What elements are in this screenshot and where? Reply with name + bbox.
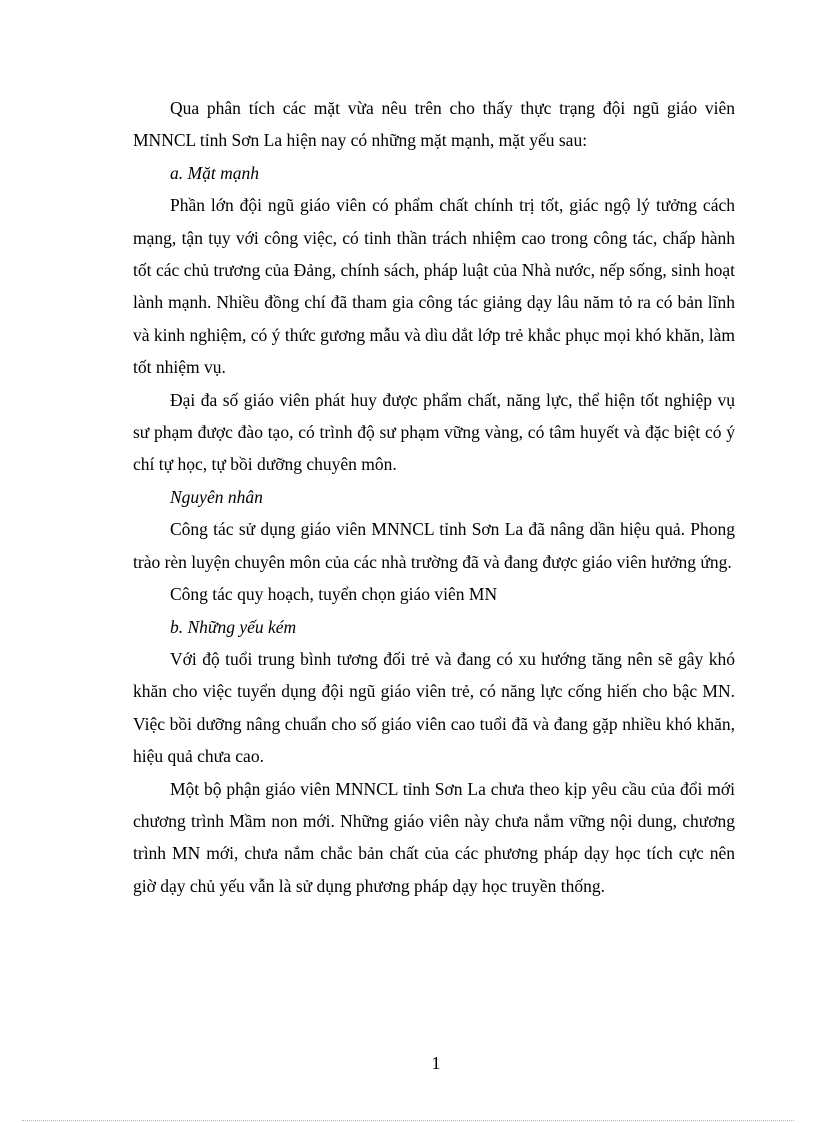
paragraph-causes: Công tác sử dụng giáo viên MNNCL tỉnh Sơn La đã nâng dần hiệu quả. Phong trào rèn luyện chuyên môn của các nhà trường đã và đang được giáo viên hưởng ứng. — [133, 519, 735, 572]
paragraph-strengths-2: Đại đa số giáo viên phát huy được phẩm chất, năng lực, thể hiện tốt nghiệp vụ sư phạm được đào tạo, có trình độ sư phạm vững vàng, có tâm huyết và đặc biệt có ý chí tự học, tự bồi dưỡng chuyên môn. — [133, 389, 735, 475]
paragraph-weaknesses-1: Với độ tuổi trung bình tương đối trẻ và đang có xu hướng tăng nên sẽ gây khó khăn cho việc tuyển dụng đội ngũ giáo viên trẻ, có năng lực cống hiến cho bậc MN. Việc bồi dưỡng nâng chuẩn cho số giáo viên cao tuổi đã và đang gặp nhiều khó khăn, hiệu quả chưa cao. — [133, 648, 735, 767]
page-bottom-rule — [22, 1120, 794, 1121]
heading-causes: Nguyên nhân — [170, 486, 263, 507]
paragraph-weaknesses-2: Một bộ phận giáo viên MNNCL tỉnh Sơn La chưa theo kịp yêu cầu của đổi mới chương trình Mầm non mới. Những giáo viên này chưa nắm vững nội dung, chương trình MN mới, chưa nắm chắc bản chất của các phương pháp dạy học tích cực nên giờ dạy chủ yếu vẫn là sử dụng phương pháp dạy học truyền thống. — [133, 778, 735, 896]
heading-weaknesses: b. Những yếu kém — [170, 616, 297, 637]
paragraph-intro: Qua phân tích các mặt vừa nêu trên cho thấy thực trạng đội ngũ giáo viên MNNCL tỉnh Sơn La hiện nay có những mặt mạnh, mặt yếu sau: — [133, 98, 735, 151]
line-recruitment: Công tác quy hoạch, tuyển chọn giáo viên MN — [170, 584, 498, 605]
heading-strengths: a. Mặt mạnh — [170, 162, 259, 183]
document-body — [133, 92, 735, 902]
paragraph-strengths-1: Phần lớn đội ngũ giáo viên có phẩm chất chính trị tốt, giác ngộ lý tưởng cách mạng, tận tụy với công việc, có tinh thần trách nhiệm cao trong công tác, chấp hành tốt các chủ trương của Đảng, chính sách, pháp luật của Nhà nước, nếp sống, sinh hoạt lành mạnh. Nhiều đồng chí đã tham gia công tác giảng dạy lâu năm tỏ ra có bản lĩnh và kinh nghiệm, có ý thức gương mẫu và dìu dắt lớp trẻ khắc phục mọi khó khăn, làm tốt nhiệm vụ. — [133, 195, 735, 378]
page-number: 1 — [431, 1053, 441, 1073]
